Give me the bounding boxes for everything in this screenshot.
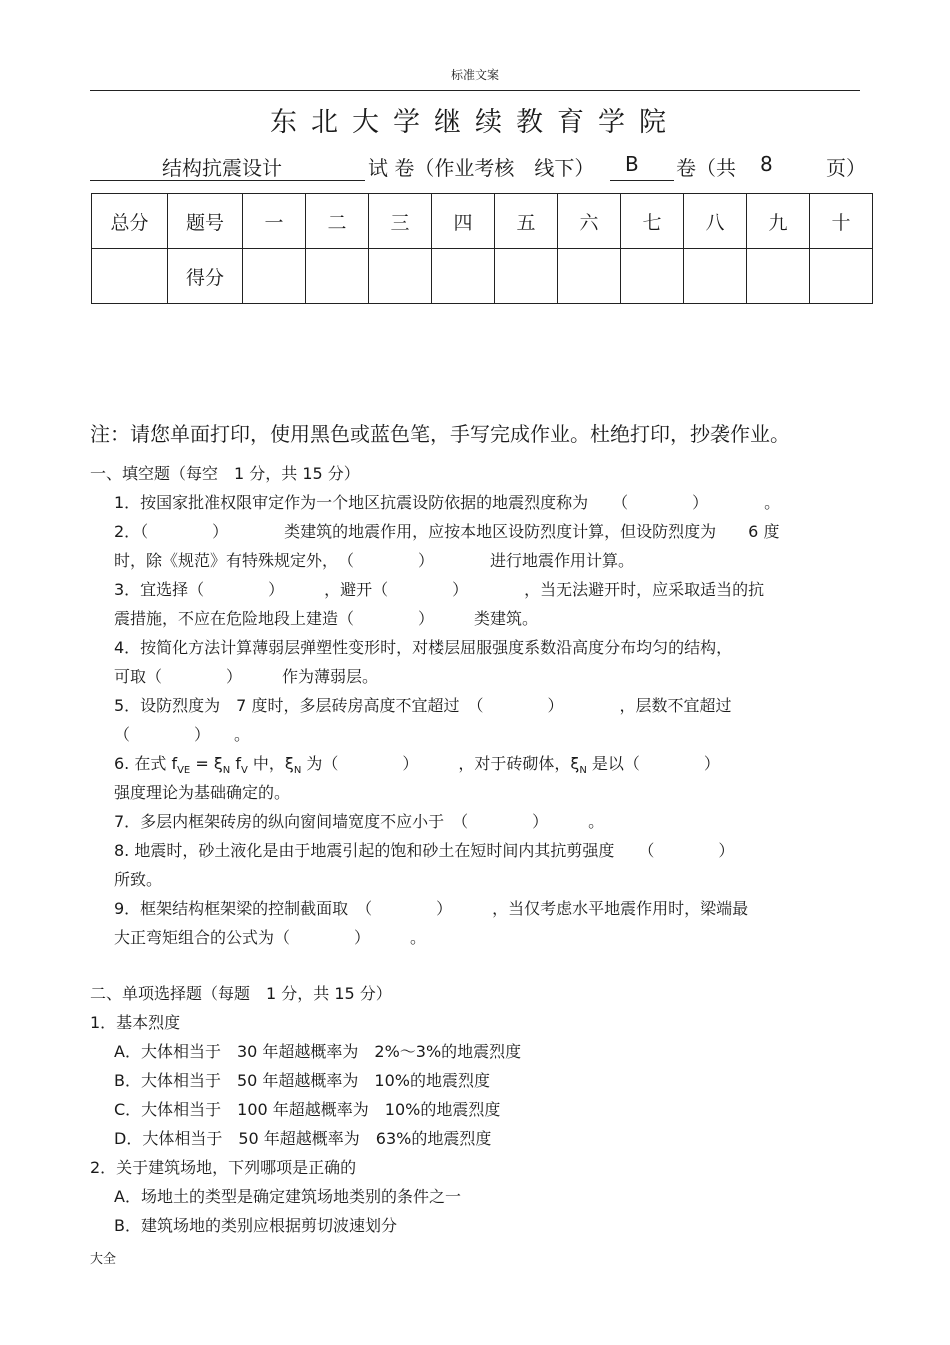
score-entry[interactable]: [306, 249, 369, 304]
question-line: 强度理论为基础确定的。: [114, 783, 291, 802]
option-item: A．场地土的类型是确定建筑场地类别的条件之一: [114, 1187, 461, 1206]
question-line-formula: 6. 在式 $f_{VE} = \xi_N$ $f_V$ 中，$\xi_N$ 为（ ） ，对于砖砌体，$\xi_N$ 是以（ ）: [114, 754, 720, 777]
paper-letter: B: [625, 152, 639, 176]
score-entry[interactable]: [369, 249, 432, 304]
score-entry[interactable]: [495, 249, 558, 304]
header-rule: [90, 90, 860, 91]
exam-type: 试 卷（作业考核 线下）: [368, 156, 595, 180]
table-cell: 题号: [168, 194, 243, 249]
question-line: 2．（ ） 类建筑的地震作用，应按本地区设防烈度计算，但设防烈度为 6 度: [114, 522, 780, 541]
page-header-label: 标准文案: [450, 68, 499, 82]
table-cell: 五: [495, 194, 558, 249]
table-cell: 六: [558, 194, 621, 249]
school-title: 东北大学继续教育学院: [270, 107, 680, 138]
question-line: 9．框架结构框架梁的控制截面取 （ ） ，当仅考虑水平地震作用时，梁端最: [114, 899, 749, 918]
question-line: 1．按国家批准权限审定作为一个地区抗震设防依据的地震烈度称为 （ ） 。: [114, 493, 781, 512]
table-cell: 一: [243, 194, 306, 249]
score-entry[interactable]: [432, 249, 495, 304]
option-item: B．大体相当于 50 年超越概率为 10%的地震烈度: [114, 1071, 490, 1090]
question-line: 8. 地震时，砂土液化是由于地震引起的饱和砂土在短时间内其抗剪强度 （ ）: [114, 841, 735, 860]
question-stem: 2．关于建筑场地，下列哪项是正确的: [90, 1158, 357, 1177]
option-item: C．大体相当于 100 年超越概率为 10%的地震烈度: [114, 1100, 501, 1119]
score-table: [91, 193, 873, 304]
question-line: 所致。: [114, 870, 163, 889]
score-entry[interactable]: [243, 249, 306, 304]
question-line: 震措施，不应在危险地段上建造（ ） 类建筑。: [114, 609, 539, 628]
table-cell: 总分: [92, 194, 168, 249]
score-entry[interactable]: [810, 249, 873, 304]
score-entry[interactable]: [558, 249, 621, 304]
question-line: （ ） 。: [114, 725, 251, 744]
table-cell: [92, 249, 168, 304]
instructions-note: 注：请您单面打印，使用黑色或蓝色笔，手写完成作业。杜绝打印，抄袭作业。: [90, 422, 790, 446]
ye-label: 页）: [826, 156, 866, 180]
option-item: B．建筑场地的类别应根据剪切波速划分: [114, 1216, 397, 1235]
score-entry[interactable]: [684, 249, 747, 304]
course-name: 结构抗震设计: [162, 156, 282, 180]
question-line: 大正弯矩组合的公式为（ ） 。: [114, 928, 427, 947]
question-line: 7．多层内框架砖房的纵向窗间墙宽度不应小于 （ ） 。: [114, 812, 605, 831]
table-cell: 四: [432, 194, 495, 249]
question-line: 4．按简化方法计算薄弱层弹塑性变形时，对楼层屈服强度系数沿高度分布均匀的结构，: [114, 638, 733, 657]
table-cell: 八: [684, 194, 747, 249]
score-entry[interactable]: [621, 249, 684, 304]
course-underline: [90, 180, 365, 181]
table-cell: 七: [621, 194, 684, 249]
question-line: 时，除《规范》有特殊规定外， （ ） 进行地震作用计算。: [114, 551, 635, 570]
section2-title: 二、单项选择题（每题 1 分，共 15 分）: [90, 984, 392, 1003]
table-cell: 三: [369, 194, 432, 249]
page-count: 8: [760, 152, 773, 176]
table-row: [92, 194, 873, 249]
paper-underline: [610, 180, 674, 181]
section1-title: 一、填空题（每空 1 分，共 15 分）: [90, 464, 360, 483]
table-cell: 九: [747, 194, 810, 249]
question-stem: 1．基本烈度: [90, 1013, 181, 1032]
table-row: [92, 249, 873, 304]
table-cell: 十: [810, 194, 873, 249]
table-cell: 二: [306, 194, 369, 249]
page-footer-label: 大全: [90, 1252, 117, 1267]
option-item: D．大体相当于 50 年超越概率为 63%的地震烈度: [114, 1129, 492, 1148]
juan-label: 卷（共: [676, 156, 736, 180]
table-cell: 得分: [168, 249, 243, 304]
question-line: 可取（ ） 作为薄弱层。: [114, 667, 379, 686]
question-line: 3．宜选择（ ） ，避开（ ） ，当无法避开时，应采取适当的抗: [114, 580, 765, 599]
option-item: A．大体相当于 30 年超越概率为 2%～3%的地震烈度: [114, 1042, 522, 1061]
question-line: 5．设防烈度为 7 度时，多层砖房高度不宜超过 （ ） ，层数不宜超过: [114, 696, 732, 715]
score-entry[interactable]: [747, 249, 810, 304]
